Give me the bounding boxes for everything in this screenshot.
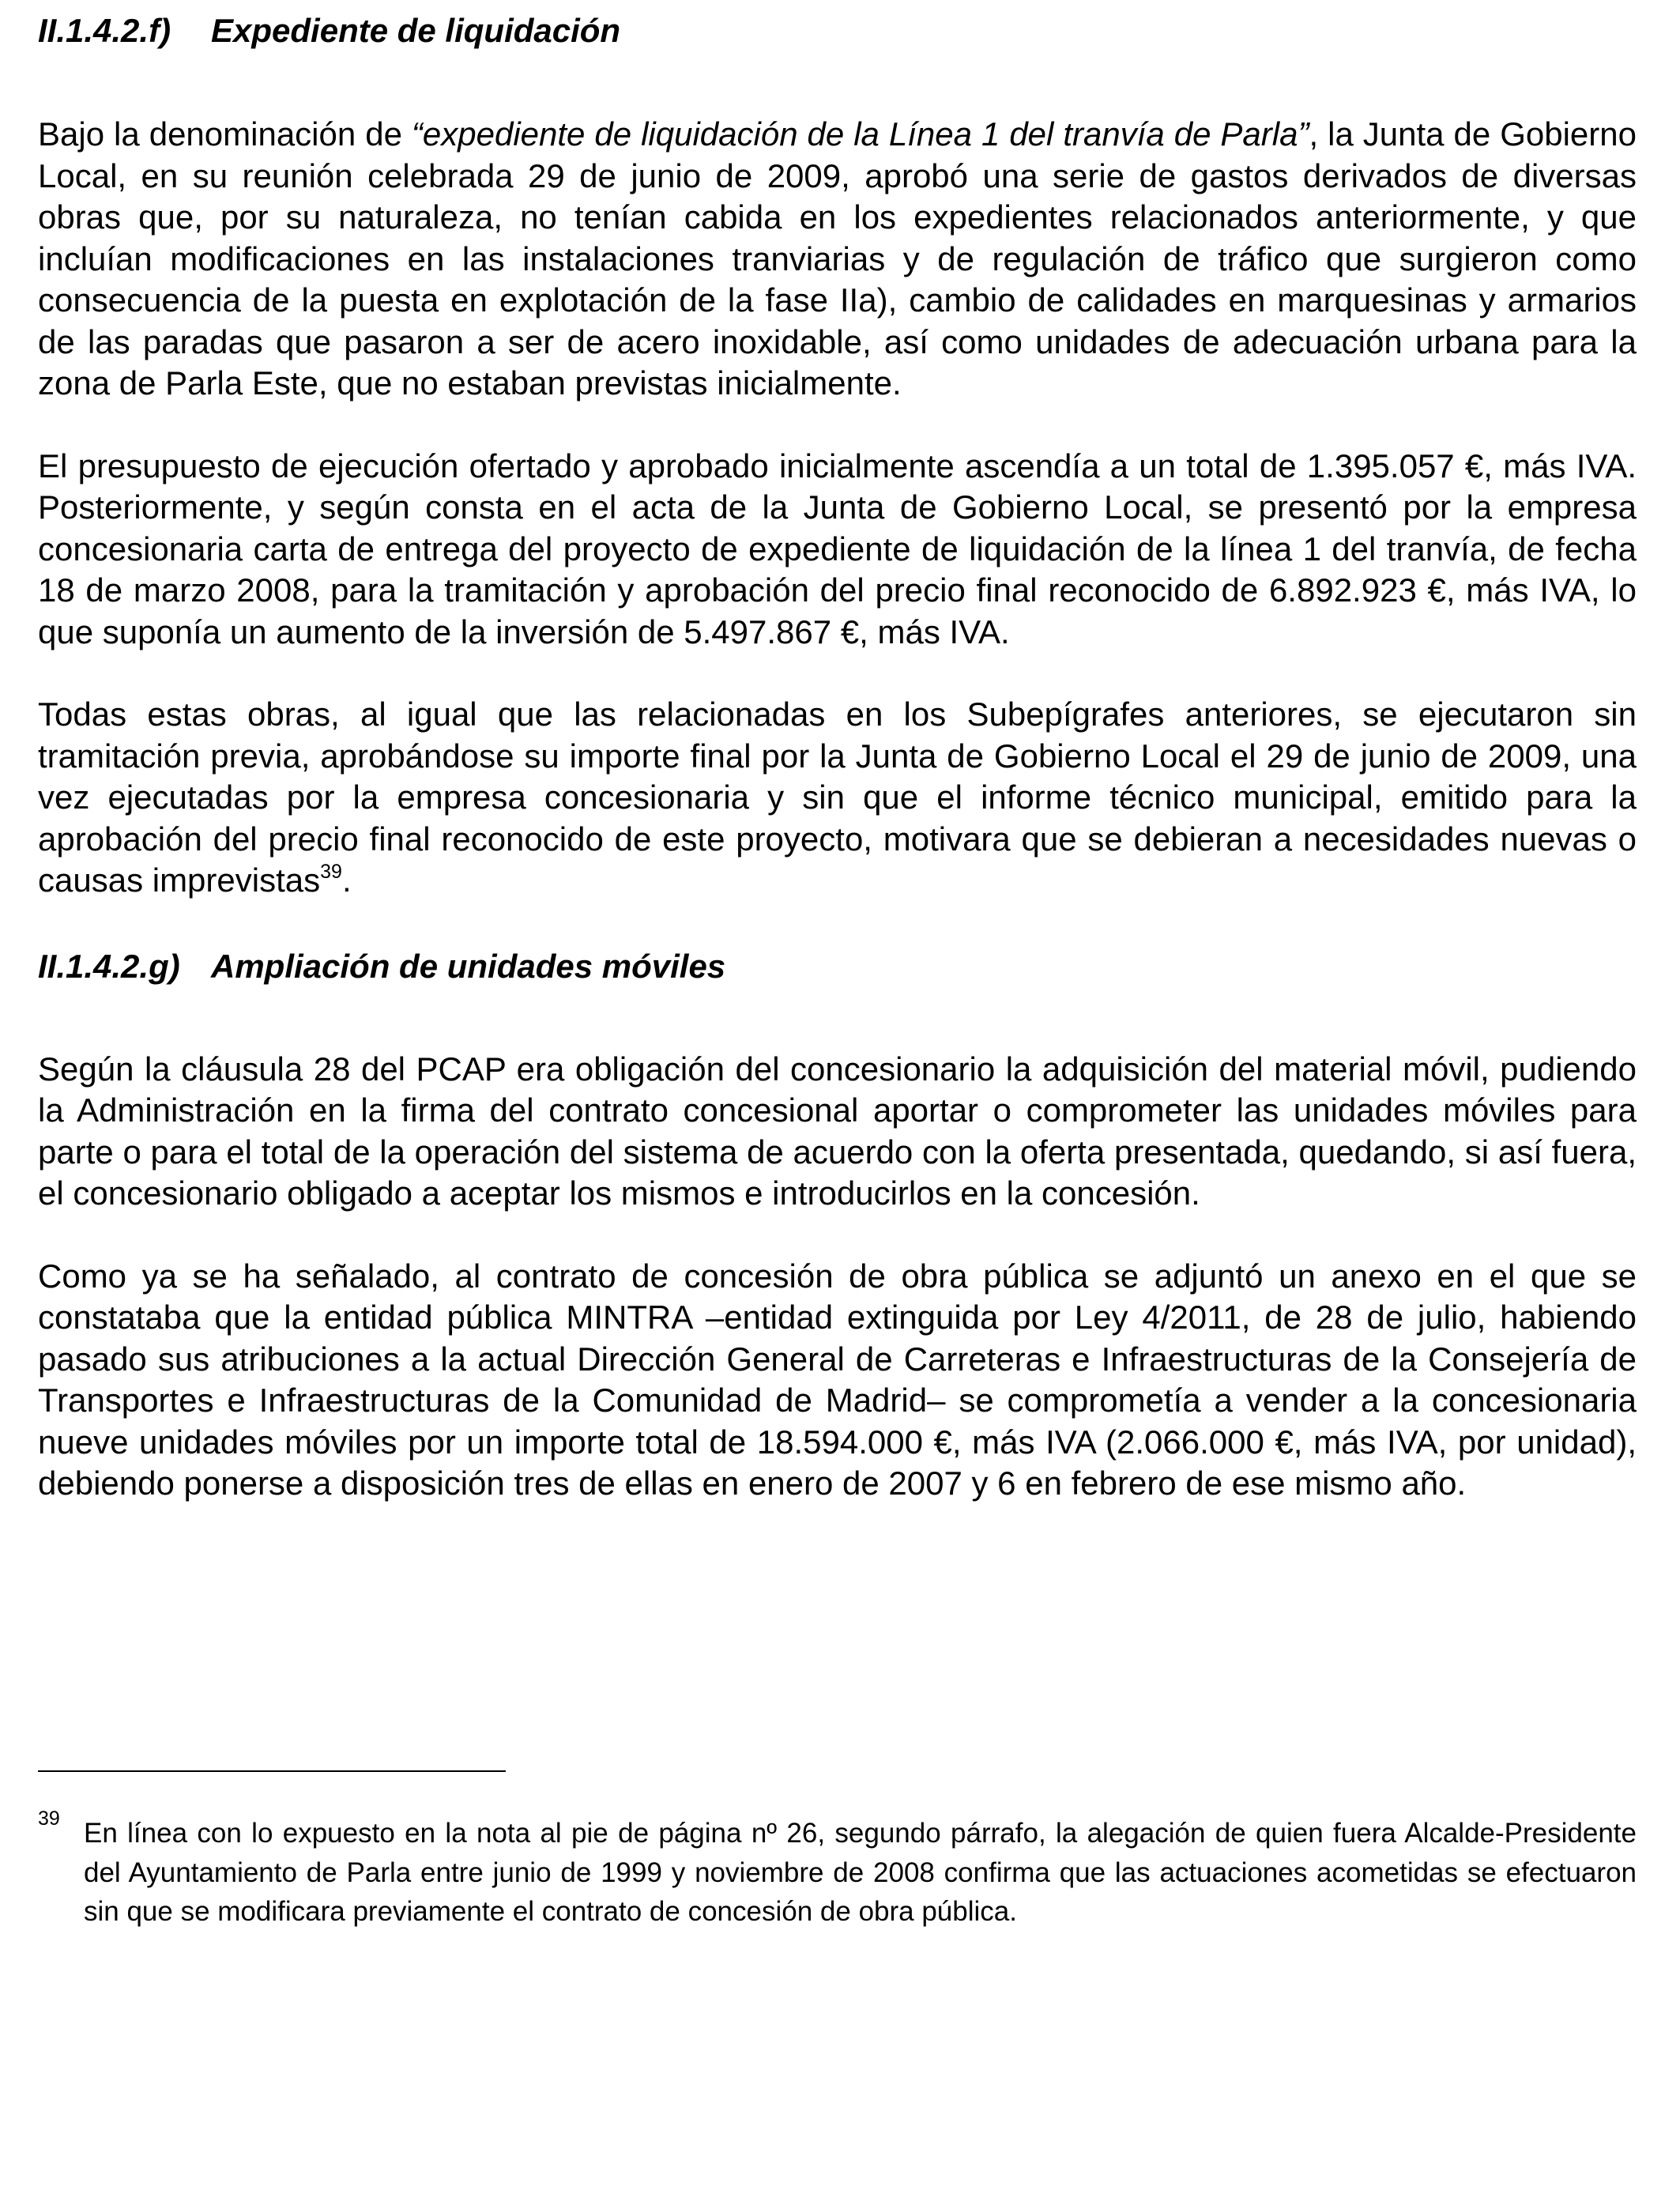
section-title: Ampliación de unidades móviles [211, 947, 726, 985]
paragraph-end: . [341, 861, 352, 899]
section-code: II.1.4.2.f) [38, 12, 171, 49]
paragraph-contrato-concesion: Como ya se ha señalado, al contrato de concesión de obra pública se adjuntó un anexo en el que se constataba que la entidad pública MINTRA –entidad extinguida por Ley 4/2011, de 28 de julio, habiendo pasado sus atribuciones a la actual Dirección General de Carreteras e Infraestructuras de la Consejería de Transportes e Infraestructuras de la Comunidad de Madrid– se comprometía a vender a la concesionaria nueve unidades móviles por un importe total de 18.594.000 €, más IVA (2.066.000 €, más IVA, por unidad), debiendo ponerse a disposición tres de ellas en enero de 2007 y 6 en febrero de ese mismo año. [38, 1257, 1637, 1502]
document-page [38, 9, 1637, 1505]
footnote-divider [38, 1770, 506, 1772]
section-title: Expediente de liquidación [211, 12, 621, 49]
paragraph-text: , la Junta de Gobierno Local, en su reunión celebrada 29 de junio de 2009, aprobó una serie de gastos derivados de diversas obras que, por su naturaleza, no tenían cabida en los expedientes relacionados anteriormente, y que incluían modificaciones en las instalaciones tranviarias y de regulación de tráfico que surgieron como consecuencia de la puesta en explotación de la fase IIa), cambio de calidades en marquesinas y armarios de las paradas que pasaron a ser de acero inoxidable, así como unidades de adecuación urbana para la zona de Parla Este, que no estaban previstas inicialmente. [38, 115, 1637, 401]
paragraph-text: Todas estas obras, al igual que las relacionadas en los Subepígrafes anteriores, se ejecutaron sin tramitación previa, aprobándose su importe final por la Junta de Gobierno Local el 29 de junio de 2009, una vez ejecutadas por la empresa concesionaria y sin que el informe técnico municipal, emitido para la aprobación del precio final reconocido de este proyecto, motivara que se debieran a necesidades nuevas o causas imprevistas [38, 696, 1637, 899]
paragraph-presupuesto: El presupuesto de ejecución ofertado y aprobado inicialmente ascendía a un total de 1.395.057 €, más IVA. Posteriormente, y según consta en el acta de la Junta de Gobierno Local, se presentó por la empresa concesionaria carta de entrega del proyecto de expediente de liquidación de la línea 1 del tranvía, de fecha 18 de marzo 2008, para la tramitación y aprobación del precio final reconocido de 6.892.923 €, más IVA, lo que suponía un aumento de la inversión de 5.497.867 €, más IVA. [38, 447, 1637, 650]
footnote-reference[interactable]: 39 [320, 861, 342, 883]
paragraph-denominacion [38, 114, 1637, 405]
footnote-number: 39 [38, 1808, 60, 1830]
section-heading-ampliacion-unidades [38, 945, 1637, 988]
footnote-39 [38, 1808, 1637, 1932]
footnote-text: En línea con lo expuesto en la nota al pie de página nº 26, segundo párrafo, la alegación de quien fuera Alcalde-Presidente del Ayuntamiento de Parla entre junio de 1999 y noviembre de 2008 confirma que las actuaciones acometidas se efectuaron sin que se modificara previamente el contrato de concesión de obra pública. [84, 1818, 1637, 1927]
section-code: II.1.4.2.g) [38, 947, 180, 985]
paragraph-obras-sin-tramitacion [38, 694, 1637, 902]
section-heading-expediente-liquidacion [38, 9, 1637, 52]
paragraph-clausula-28: Según la cláusula 28 del PCAP era obligación del concesionario la adquisición del material móvil, pudiendo la Administración en la firma del contrato concesional aportar o comprometer las unidades móviles para parte o para el total de la operación del sistema de acuerdo con la oferta presentada, quedando, si así fuera, el concesionario obligado a aceptar los mismos e introducirlos en la concesión. [38, 1050, 1637, 1212]
quoted-title: “expediente de liquidación de la Línea 1 del tranvía de Parla” [411, 115, 1309, 153]
paragraph-text: Bajo la denominación de [38, 115, 412, 153]
